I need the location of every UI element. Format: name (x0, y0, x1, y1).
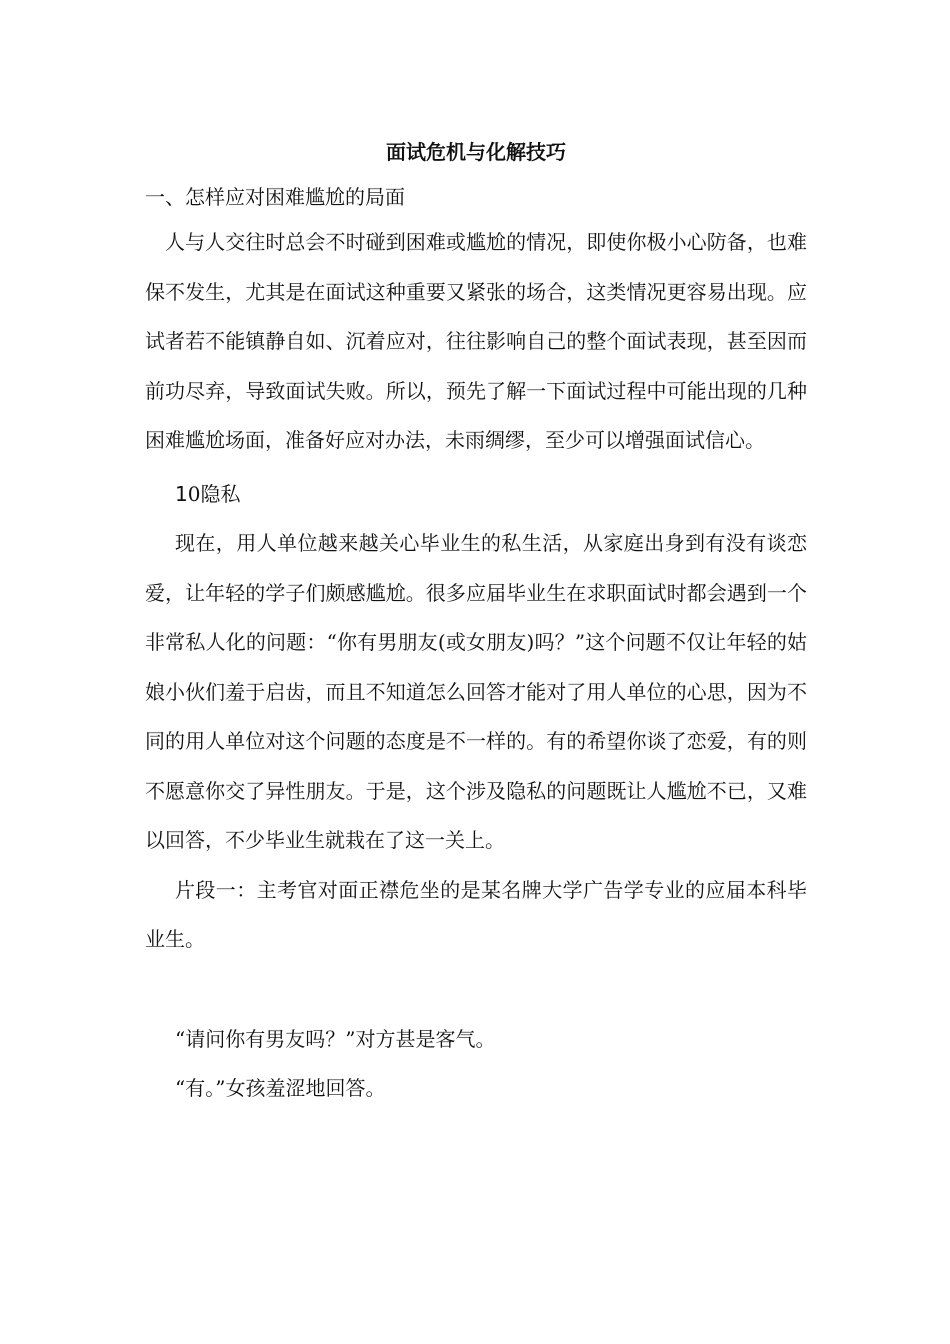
document-body (145, 132, 807, 1114)
section-heading: 一、怎样应对困难尴尬的局面 (145, 185, 405, 209)
intro-paragraph: 人与人交往时总会不时碰到困难或尴尬的情况，即使你极小心防备，也难保不发生，尤其是在面试这种重要又紧张的场合，这类情况更容易出现。应试者若不能镇静自如、沉着应对，往往影响自己的整个面试表现，甚至因而前功尽弃，导致面试失败。所以，预先了解一下面试过程中可能出现的几种困难尴尬场面，准备好应对办法，未雨绸缪，至少可以增强面试信心。 (145, 230, 807, 452)
sub-heading-number: 1 (175, 481, 188, 506)
dialogue-line: “有。”女孩羞涩地回答。 (175, 1076, 386, 1100)
fragment-paragraph: 片段一：主考官对面正襟危坐的是某名牌大学广告学专业的应届本科毕业生。 (145, 877, 807, 951)
sub-heading-text: 0隐私 (187, 481, 241, 506)
document-title: 面试危机与化解技巧 (386, 140, 566, 164)
paragraph-spacer (145, 965, 807, 1015)
dialogue-line: “请问你有男友吗？”对方甚是客气。 (175, 1026, 496, 1051)
privacy-paragraph: 现在，用人单位越来越关心毕业生的私生活，从家庭出身到有没有谈恋爱，让年轻的学子们颇感尴尬。很多应届毕业生在求职面试时都会遇到一个非常私人化的问题：“你有男朋友(或女朋友)吗？”这个问题不仅让年轻的姑娘小伙们羞于启齿，而且不知道怎么回答才能对了用人单位的心思，因为不同的用人单位对这个问题的态度是不一样的。有的希望你谈了恋爱，有的则不愿意你交了异性朋友。于是，这个涉及隐私的问题既让人尴尬不已，又难以回答，不少毕业生就栽在了这一关上。 (145, 531, 807, 852)
sub-heading-privacy (145, 470, 807, 520)
